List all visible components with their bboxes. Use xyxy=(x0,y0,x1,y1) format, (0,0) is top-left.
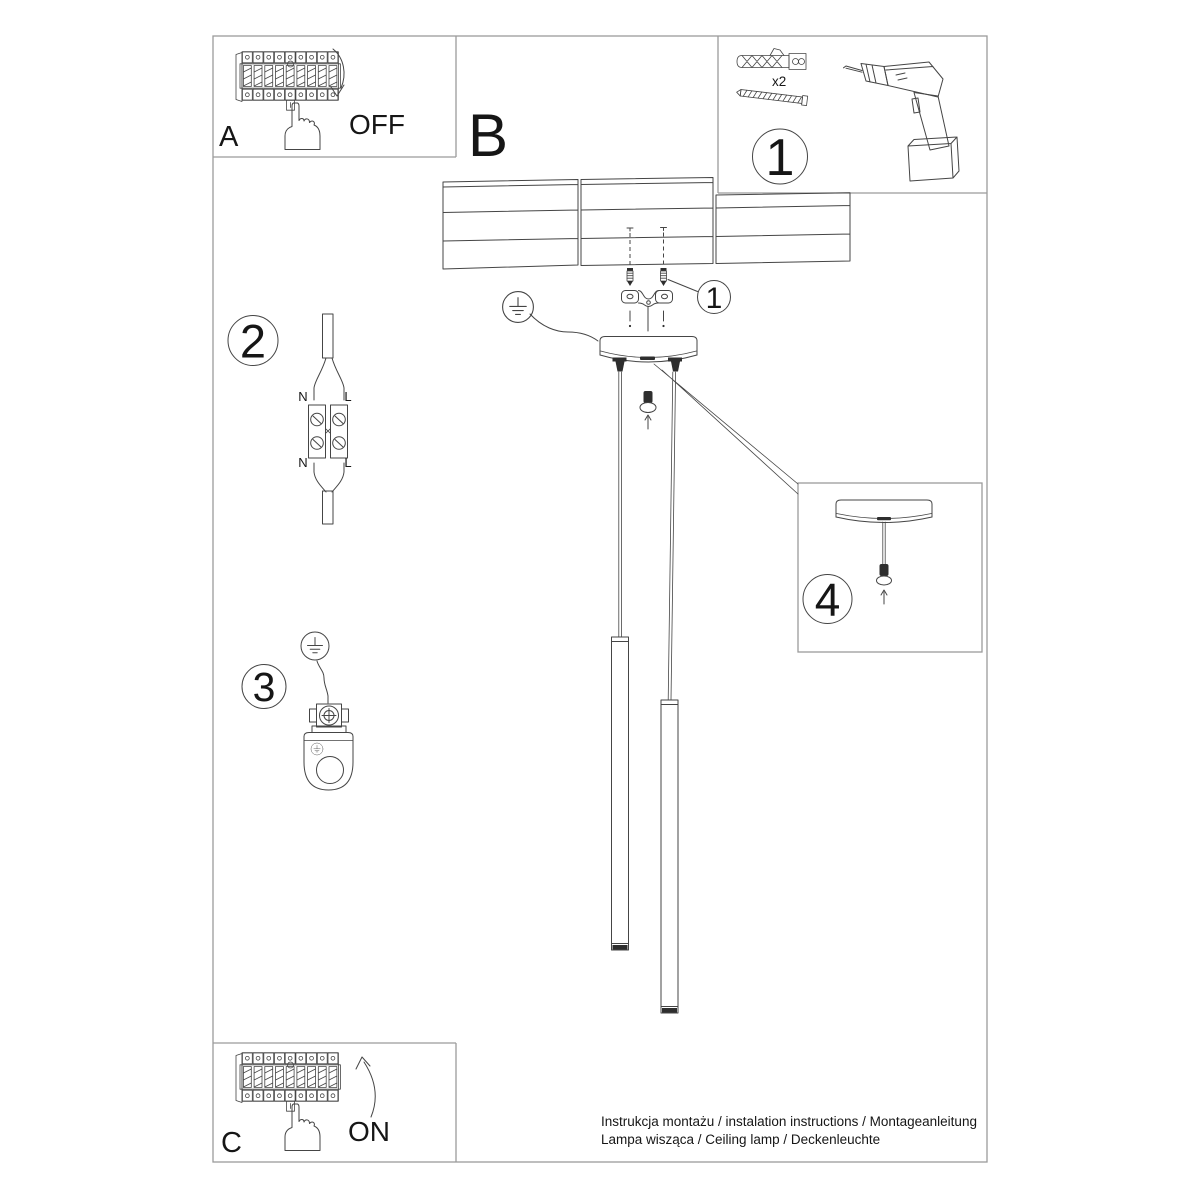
ground-symbol-icon xyxy=(301,632,329,660)
detail-cable xyxy=(883,522,885,564)
wiring-diagram xyxy=(228,314,352,524)
page-frame xyxy=(213,36,987,1162)
ceiling-drawing xyxy=(443,178,850,270)
live-label-bottom: L xyxy=(344,455,352,470)
callout-1-leader xyxy=(668,280,698,292)
screw-drawing xyxy=(736,88,808,106)
callout-1-badge xyxy=(753,129,808,187)
callout-4-number: 4 xyxy=(814,573,841,626)
wall-plug-drawing xyxy=(737,49,806,70)
strain-relief-plug xyxy=(640,391,656,429)
drill-hole-marks xyxy=(627,228,667,266)
alignment-marks xyxy=(630,311,664,321)
ground-symbol-icon xyxy=(503,292,534,323)
ground-terminal-clamp xyxy=(310,704,349,733)
power-off-label: OFF xyxy=(349,109,405,140)
mounting-bracket-drawing xyxy=(622,291,673,332)
cable-gland xyxy=(613,358,627,372)
step-c-label: C xyxy=(221,1127,242,1159)
ground-connection-drawing xyxy=(242,632,353,790)
neutral-label-bottom: N xyxy=(298,455,308,470)
callout-3-number: 3 xyxy=(252,664,276,710)
callout-3-badge xyxy=(242,664,286,710)
callout-2-number: 2 xyxy=(239,314,267,368)
hardware-kit-panel xyxy=(736,49,959,188)
detail-strain-relief-plug xyxy=(877,564,892,604)
step-a-label: A xyxy=(219,121,239,153)
power-on-label: ON xyxy=(348,1116,390,1147)
kit-quantity-label: x2 xyxy=(772,74,787,89)
detail-panel-border xyxy=(798,483,982,652)
terminal-block-drawing xyxy=(309,405,348,458)
detail-canopy-drawing xyxy=(836,500,932,523)
suspension-cable xyxy=(668,372,675,700)
canopy-drawing xyxy=(600,337,697,372)
insert-arrow xyxy=(881,590,887,604)
live-label-top: L xyxy=(344,389,352,404)
cable-gland xyxy=(668,358,682,372)
supply-cable-top xyxy=(314,314,344,400)
supply-cable-bottom xyxy=(314,463,344,524)
ground-leader-line xyxy=(530,314,598,341)
callout-1-number: 1 xyxy=(765,129,795,187)
pendant-tube xyxy=(612,637,629,950)
footer-line2: Lampa wisząca / Ceiling lamp / Deckenleuchte xyxy=(601,1132,881,1147)
drill-drawing xyxy=(844,62,960,181)
footer xyxy=(601,1114,977,1147)
lamp-bracket-body xyxy=(304,733,353,791)
step-b xyxy=(443,102,850,1013)
circuit-breaker-drawing xyxy=(236,52,340,110)
panel-c xyxy=(221,1053,390,1159)
insert-arrow xyxy=(645,415,651,429)
neutral-label-top: N xyxy=(298,389,308,404)
panel-c-divider xyxy=(213,1043,456,1162)
circuit-breaker-drawing xyxy=(236,1053,340,1111)
anchor-screw-drawing xyxy=(627,268,633,286)
ground-stamp-icon xyxy=(311,743,323,755)
suspension-cable xyxy=(619,372,622,637)
arrow-up-icon xyxy=(356,1057,375,1117)
detail-panel xyxy=(803,500,932,626)
callout-2-badge xyxy=(228,315,278,368)
ground-wire xyxy=(317,661,328,703)
footer-line1: Instrukcja montażu / instalation instructions / Montageanleitung xyxy=(601,1114,977,1129)
callout-1-number: 1 xyxy=(705,282,723,315)
canopy-cable-slot xyxy=(640,357,655,361)
panel-a-divider xyxy=(213,36,456,157)
anchor-screw-drawing xyxy=(661,268,667,286)
pendant-tube xyxy=(661,700,678,1013)
callout-4-badge xyxy=(803,574,852,626)
callout-1-bracket-badge xyxy=(668,280,731,316)
step-b-label: B xyxy=(468,102,509,169)
panel-a xyxy=(219,49,405,153)
